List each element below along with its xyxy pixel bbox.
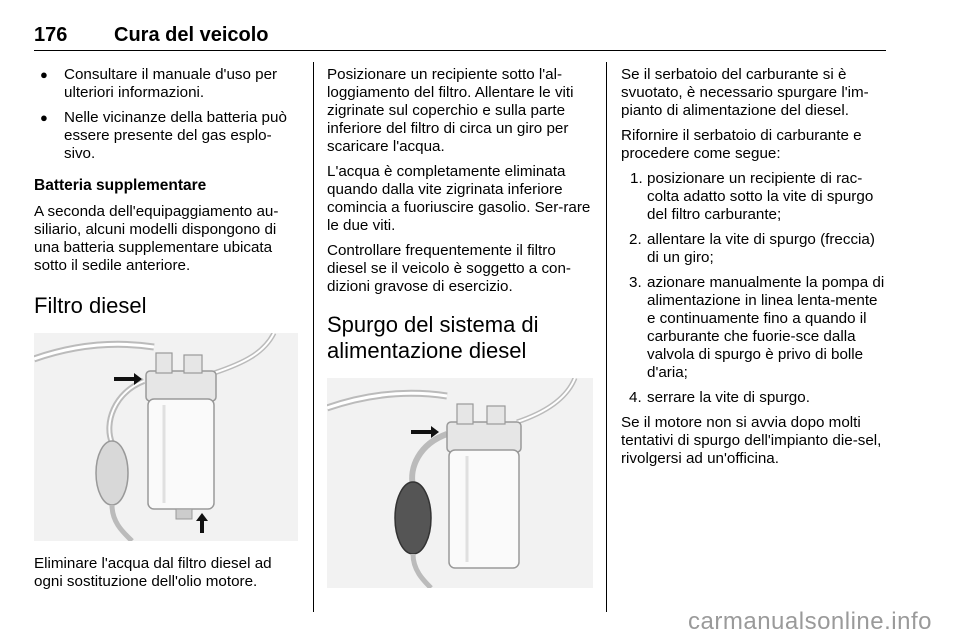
filter-heading: Filtro diesel: [34, 293, 147, 318]
step-item: 3. azionare manualmente la pompa di alimentazione in linea lenta-mente e continuamente fino a quando il carburante che fuorie-sce dalla valvola di spurgo è privo di bolle d'aria;: [629, 274, 885, 381]
step-item: 4. serrare la vite di spurgo.: [629, 389, 810, 406]
diesel-filter-figure: [34, 333, 298, 541]
bullet-dot-icon: ●: [40, 110, 48, 125]
header-rule: [34, 50, 886, 51]
column-divider-2: [606, 62, 607, 612]
battery-heading: Batteria supplementare: [34, 177, 207, 194]
paragraph: Se il motore non si avvia dopo molti tentativi di spurgo dell'impianto die-sel, rivolgersi ad un'officina.: [621, 414, 882, 467]
bullet-dot-icon: ●: [40, 67, 48, 82]
column-1: [34, 66, 300, 598]
paragraph: Rifornire il serbatoio di carburante e procedere come segue:: [621, 127, 862, 162]
battery-text: A seconda dell'equipaggiamento au-siliario, alcuni modelli dispongono di una batteria supplementare ubicata sotto il sedile anteriore.: [34, 203, 279, 274]
step-item: 2. allentare la vite di spurgo (freccia) di un giro;: [629, 231, 875, 266]
page-title: Cura del veicolo: [114, 24, 269, 46]
paragraph: Se il serbatoio del carburante si è svuotato, è necessario spurgare l'im-pianto di alimentazione del diesel.: [621, 66, 869, 119]
watermark: carmanualsonline.info: [688, 608, 932, 635]
paragraph: Controllare frequentemente il filtro diesel se il veicolo è soggetto a con-dizioni gravose di esercizio.: [327, 242, 571, 295]
step-item: 1. posizionare un recipiente di rac-colta adatto sotto la vite di spurgo del filtro carburante;: [630, 170, 874, 223]
bullet-item: ● Consultare il manuale d'uso per ulteriori informazioni.: [40, 66, 278, 101]
bleeding-heading: Spurgo del sistema di alimentazione diesel: [327, 312, 539, 363]
column-divider-1: [313, 62, 314, 612]
column-3: [621, 66, 887, 475]
steps-list: [621, 170, 887, 407]
paragraph: Posizionare un recipiente sotto l'al-loggiamento del filtro. Allentare le viti zigrinate sul coperchio e sulla parte inferiore del filtro di circa un giro per scaricare l'acqua.: [327, 66, 574, 155]
page-number: 176: [34, 24, 68, 46]
column-2: [327, 66, 593, 588]
figure-caption: Eliminare l'acqua dal filtro diesel ad ogni sostituzione dell'olio motore.: [34, 555, 272, 590]
page-header: [34, 24, 886, 50]
bullet-item: ● Nelle vicinanze della batteria può essere presente del gas esplo-sivo.: [40, 109, 287, 162]
bullet-list: [34, 66, 300, 163]
fuel-bleed-figure: [327, 378, 593, 588]
paragraph: L'acqua è completamente eliminata quando dalla vite zigrinata inferiore comincia a fuoriuscire gasolio. Ser-rare le due viti.: [327, 163, 591, 234]
